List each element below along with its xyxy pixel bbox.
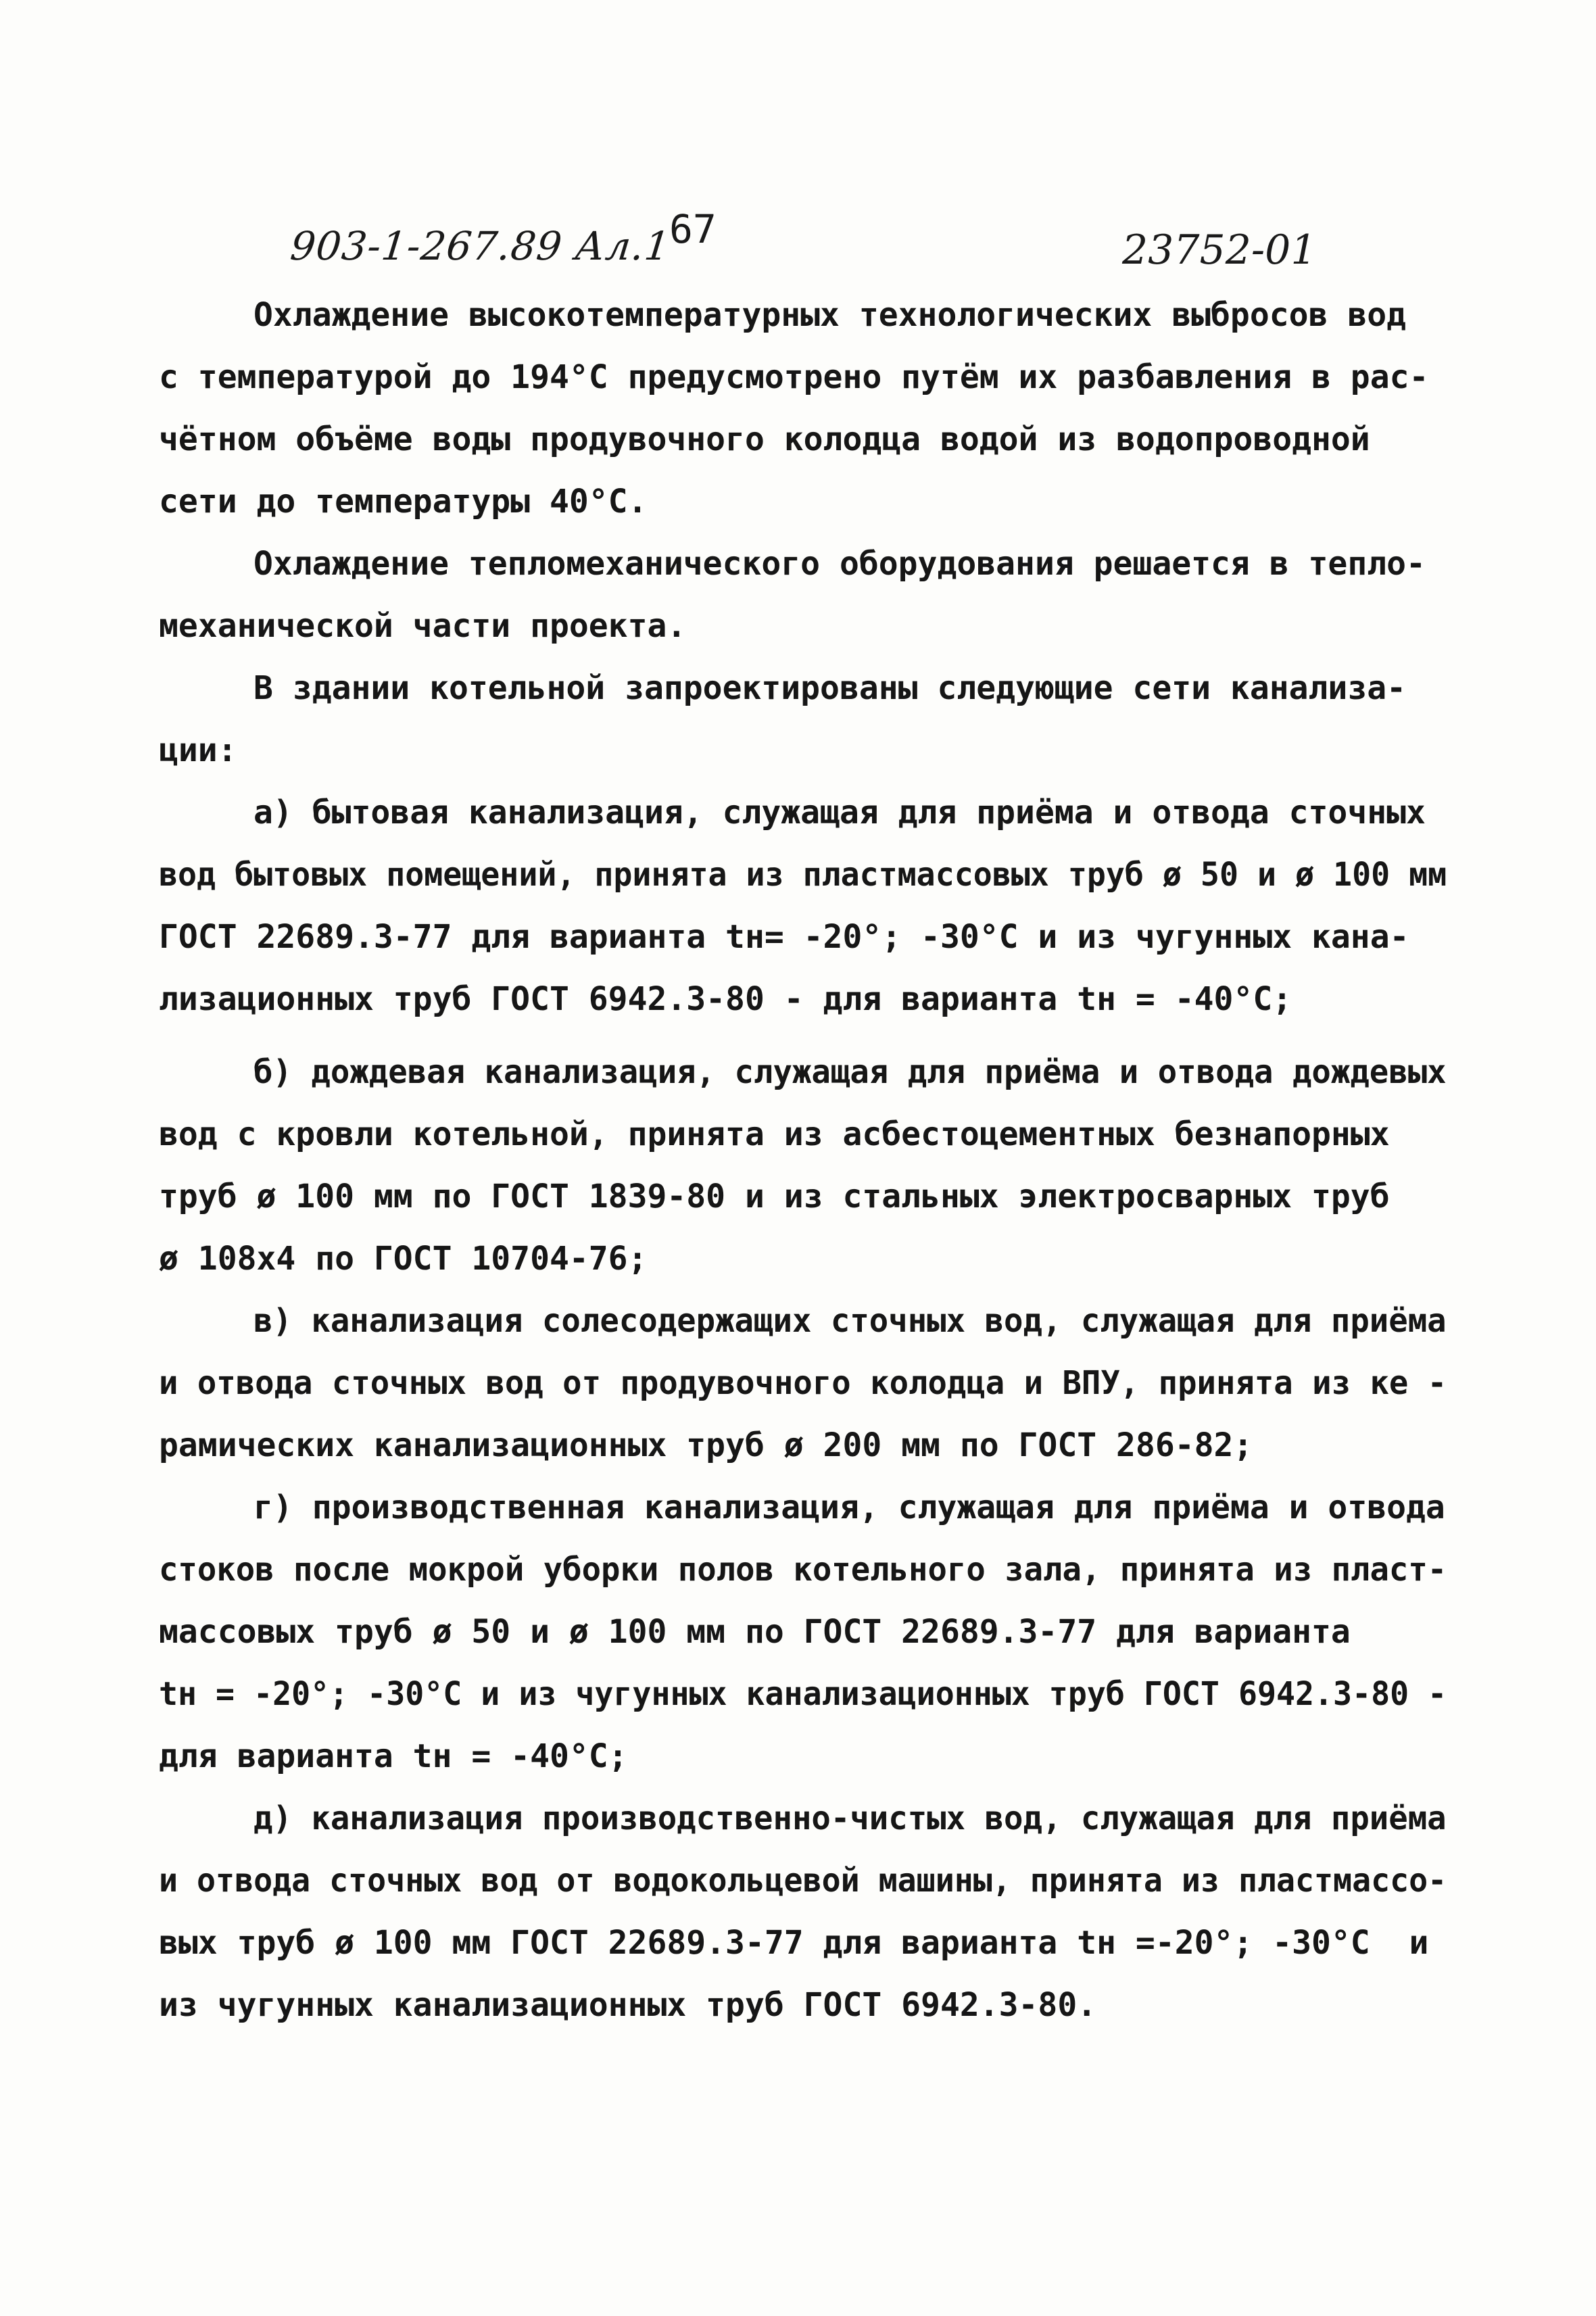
text-line: массовых труб ø 50 и ø 100 мм по ГОСТ 22689.3-77 для варианта [159, 1613, 1351, 1651]
text-line: Охлаждение тепломеханического оборудования решается в тепло- [253, 545, 1426, 583]
text-line: в) канализация солесодержащих сточных вод, служащая для приёма [253, 1302, 1447, 1340]
text-line: с температурой до 194°С предусмотрено путём их разбавления в рас- [159, 358, 1429, 396]
text-line: труб ø 100 мм по ГОСТ 1839-80 и из стальных электросварных труб [159, 1178, 1390, 1215]
text-line: В здании котельной запроектированы следующие сети канализа- [253, 669, 1407, 707]
text-line: ø 108х4 по ГОСТ 10704-76; [159, 1240, 648, 1278]
text-line: д) канализация производственно-чистых вод, служащая для приёма [253, 1800, 1447, 1837]
text-line: вод с кровли котельной, принята из асбестоцементных безнапорных [159, 1115, 1390, 1153]
text-line: и отвода сточных вод от продувочного колодца и ВПУ, принята из ке - [159, 1364, 1447, 1402]
text-line: б) дождевая канализация, служащая для приёма и отвода дождевых [253, 1053, 1447, 1091]
text-line: tн = -20°; -30°С и из чугунных канализационных труб ГОСТ 6942.3-80 - [159, 1675, 1447, 1713]
text-line: а) бытовая канализация, служащая для приёма и отвода сточных [253, 794, 1426, 831]
text-line: чётном объёме воды продувочного колодца водой из водопроводной [159, 420, 1370, 458]
text-line: для варианта tн = -40°С; [159, 1737, 628, 1775]
text-line: рамических канализационных труб ø 200 мм по ГОСТ 286-82; [159, 1426, 1253, 1464]
text-line: вод бытовых помещений, принята из пластмассовых труб ø 50 и ø 100 мм [159, 856, 1447, 894]
text-line: ГОСТ 22689.3-77 для варианта tн= -20°; -30°С и из чугунных кана- [159, 918, 1409, 956]
document-code: 903-1-267.89 Ал.1 [288, 223, 673, 269]
page-number: 67 [669, 206, 717, 252]
text-line: механической части проекта. [159, 607, 687, 645]
text-line: и отвода сточных вод от водокольцевой машины, принята из пластмассо- [159, 1862, 1447, 1900]
text-line: ции: [159, 731, 237, 769]
text-line: Охлаждение высокотемпературных технологических выбросов вод [253, 296, 1407, 334]
text-line: сети до температуры 40°С. [159, 483, 648, 521]
text-line: вых труб ø 100 мм ГОСТ 22689.3-77 для варианта tн =-20°; -30°С и [159, 1924, 1429, 1962]
text-line: из чугунных канализационных труб ГОСТ 6942.3-80. [159, 1986, 1097, 2024]
text-line: г) производственная канализация, служащая для приёма и отвода [253, 1489, 1445, 1526]
text-line: стоков после мокрой уборки полов котельного зала, принята из пласт- [159, 1551, 1447, 1589]
text-line: лизационных труб ГОСТ 6942.3-80 - для варианта tн = -40°С; [159, 980, 1292, 1018]
document-number: 23752-01 [1122, 226, 1317, 274]
